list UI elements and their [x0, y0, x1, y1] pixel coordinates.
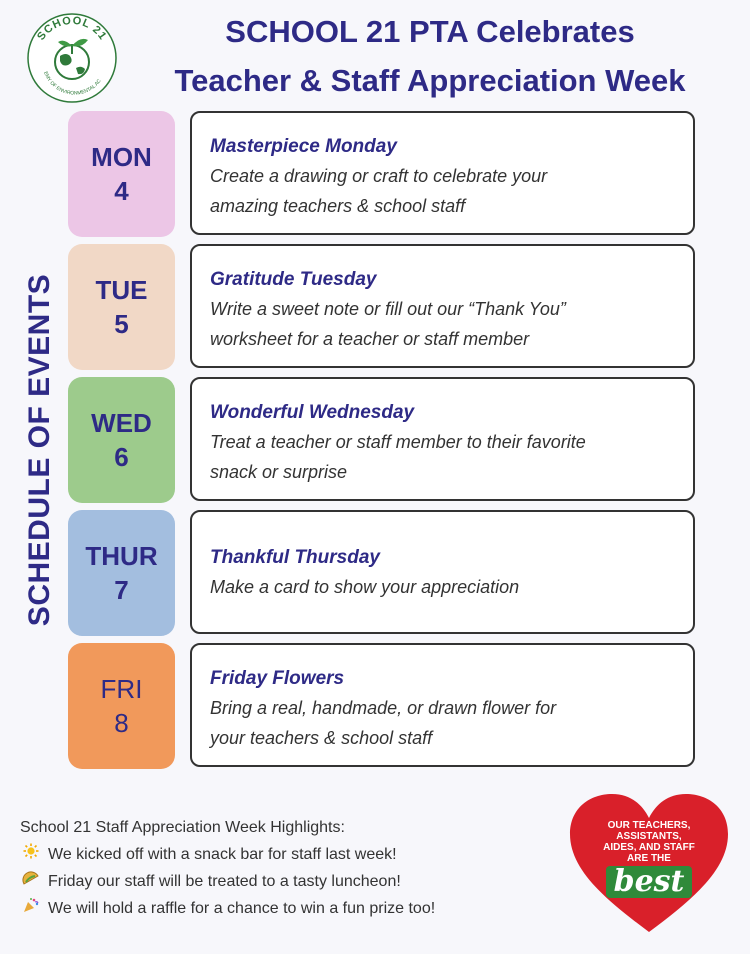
event-name: Friday Flowers [210, 668, 345, 689]
heart-line: AIDES, AND STAFF [603, 842, 695, 853]
schedule-row-tuesday [68, 244, 698, 370]
event-card [190, 377, 695, 501]
event-name: Wonderful Wednesday [210, 402, 415, 423]
event-name: Gratitude Tuesday [210, 269, 377, 290]
day-label: MON [91, 142, 152, 172]
event-desc-line: Bring a real, handmade, or drawn flower for [210, 698, 557, 718]
day-date: 6 [114, 442, 129, 472]
highlights-section [20, 815, 560, 922]
highlight-text: We will hold a raffle for a chance to win a fun prize too! [48, 900, 436, 917]
schedule-side-label [14, 240, 66, 660]
event-card [190, 244, 695, 368]
day-badge [68, 244, 175, 370]
title-line-1: SCHOOL 21 PTA Celebrates [225, 14, 635, 49]
day-badge [68, 377, 175, 503]
day-date: 4 [114, 176, 129, 206]
heart-line: ARE THE [627, 853, 671, 864]
party-popper-icon [20, 895, 42, 922]
event-desc-line: Treat a teacher or staff member to their favorite [210, 432, 586, 452]
heart-badge-text [566, 820, 732, 898]
day-label: TUE [95, 275, 148, 305]
schedule-row-wednesday [68, 377, 698, 503]
day-date: 5 [114, 309, 129, 339]
event-desc-line: your teachers & school staff [210, 728, 433, 748]
heart-line: OUR TEACHERS, [607, 820, 691, 831]
schedule-side-text: SCHEDULE OF EVENTS [23, 273, 56, 627]
event-desc-line: snack or surprise [210, 462, 348, 482]
highlight-item [20, 868, 560, 895]
title-line-2: Teacher & Staff Appreciation Week [174, 63, 686, 98]
event-desc-line: worksheet for a teacher or staff member [210, 329, 530, 349]
event-card [190, 643, 695, 767]
heart-best-word: best [606, 866, 693, 898]
day-date: 7 [114, 575, 129, 605]
event-card [190, 510, 695, 634]
page-title [130, 12, 730, 102]
day-badge [68, 111, 175, 237]
highlight-text: We kicked off with a snack bar for staff last week! [48, 846, 397, 863]
school-logo [24, 10, 120, 106]
schedule-row-monday [68, 111, 698, 237]
day-label: WED [91, 408, 152, 438]
schedule-row-friday [68, 643, 698, 769]
highlight-item [20, 841, 560, 868]
sun-icon [20, 841, 42, 868]
taco-icon [20, 868, 42, 895]
logo-sub-text: EMY OF ENVIRONMENTAL AC [42, 70, 103, 97]
event-name: Thankful Thursday [210, 547, 380, 568]
heart-line: ASSISTANTS, [616, 831, 682, 842]
event-name: Masterpiece Monday [210, 136, 397, 157]
highlight-text: Friday our staff will be treated to a tasty luncheon! [48, 873, 401, 890]
day-label: FRI [100, 674, 143, 704]
day-date: 8 [114, 708, 129, 738]
event-desc-line: Write a sweet note or fill out our “Thank You” [210, 299, 566, 319]
event-desc-line: Create a drawing or craft to celebrate your [210, 166, 548, 186]
schedule-row-thursday [68, 510, 698, 636]
event-desc-line: amazing teachers & school staff [210, 196, 466, 216]
highlights-heading: School 21 Staff Appreciation Week Highlights: [20, 819, 345, 836]
logo-arc-text: SCHOOL 21 [35, 14, 109, 43]
day-badge [68, 643, 175, 769]
event-card [190, 111, 695, 235]
highlight-item [20, 895, 560, 922]
event-desc-line: Make a card to show your appreciation [210, 577, 520, 597]
day-label: THUR [85, 541, 158, 571]
day-badge [68, 510, 175, 636]
